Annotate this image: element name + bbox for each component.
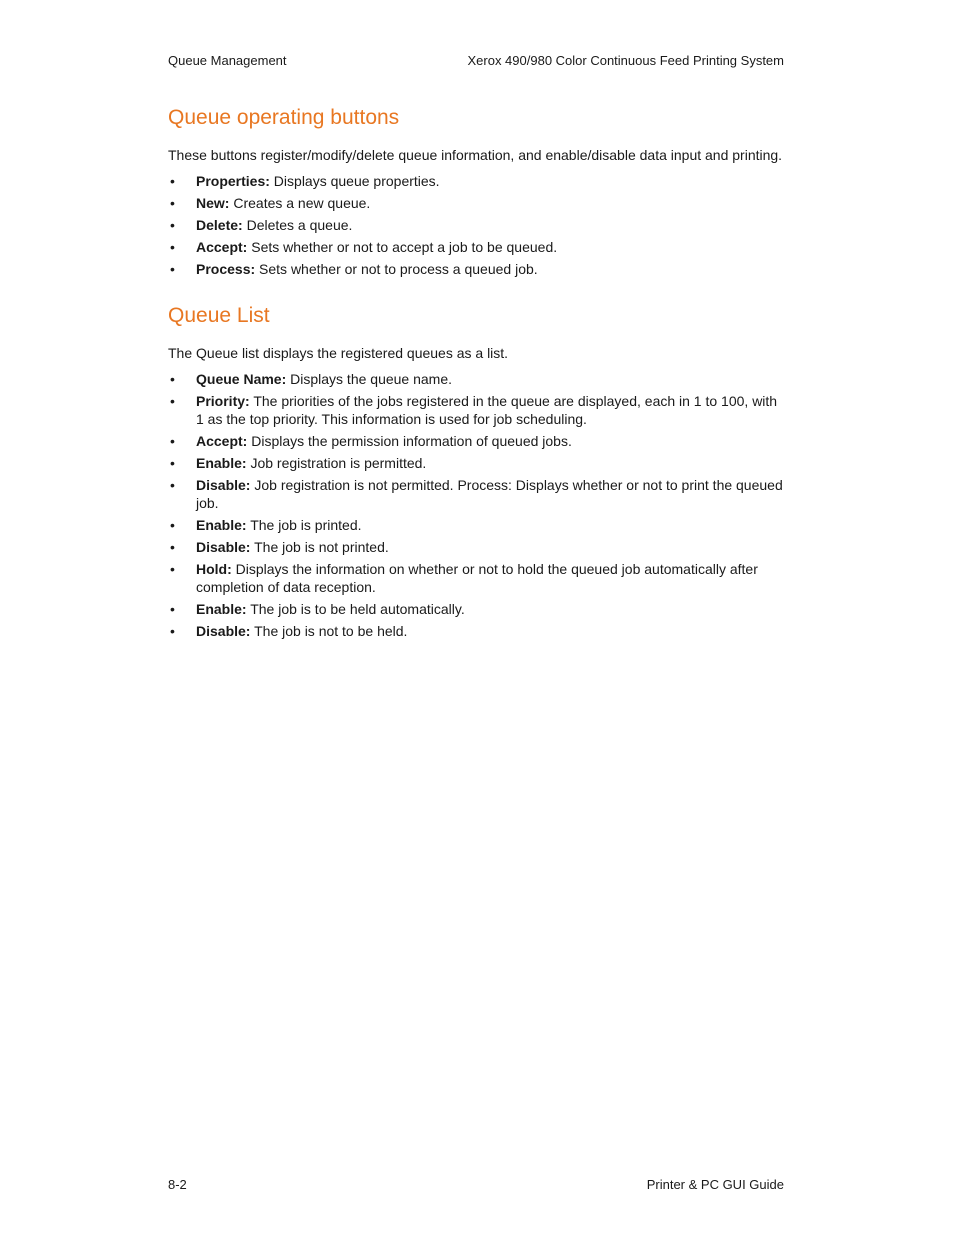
item-term: Enable: bbox=[196, 601, 247, 617]
section-queue-list bbox=[168, 302, 784, 640]
list-item bbox=[168, 454, 784, 472]
bullet-icon: • bbox=[170, 195, 175, 211]
bullet-icon: • bbox=[170, 561, 175, 577]
section-queue-operating-buttons bbox=[168, 104, 784, 278]
list-item bbox=[168, 622, 784, 640]
item-text: The job is printed. bbox=[246, 517, 362, 533]
page-content bbox=[168, 104, 784, 644]
item-text: The job is not printed. bbox=[250, 539, 389, 555]
item-text: Job registration is not permitted. Process: Displays whether or not to print the queued job. bbox=[196, 477, 783, 511]
item-term: Properties: bbox=[196, 173, 270, 189]
item-term: Disable: bbox=[196, 623, 251, 639]
bullet-icon: • bbox=[170, 393, 175, 409]
bullet-icon: • bbox=[170, 239, 175, 255]
item-term: Disable: bbox=[196, 477, 251, 493]
item-text: Displays queue properties. bbox=[269, 173, 440, 189]
item-text: The priorities of the jobs registered in the queue are displayed, each in 1 to 100, with 1 as the top priority. This information is used for job scheduling. bbox=[196, 393, 778, 427]
item-term: Enable: bbox=[196, 517, 247, 533]
item-term: New: bbox=[196, 195, 230, 211]
item-text: The job is to be held automatically. bbox=[246, 601, 465, 617]
item-term: Accept: bbox=[196, 433, 248, 449]
footer-guide-title: Printer & PC GUI Guide bbox=[646, 1177, 784, 1192]
header-chapter-title: Queue Management bbox=[168, 53, 287, 68]
list-item bbox=[168, 238, 784, 256]
bullet-list bbox=[168, 172, 784, 278]
item-text: Sets whether or not to accept a job to be queued. bbox=[247, 239, 558, 255]
bullet-icon: • bbox=[170, 477, 175, 493]
bullet-icon: • bbox=[170, 517, 175, 533]
item-term: Disable: bbox=[196, 539, 251, 555]
bullet-icon: • bbox=[170, 539, 175, 555]
item-term: Process: bbox=[196, 261, 256, 277]
list-item bbox=[168, 370, 784, 388]
section-intro: The Queue list displays the registered queues as a list. bbox=[168, 345, 509, 361]
section-intro: These buttons register/modify/delete queue information, and enable/disable data input and printing. bbox=[168, 147, 783, 163]
section-title: Queue List bbox=[168, 304, 270, 327]
bullet-icon: • bbox=[170, 173, 175, 189]
list-item bbox=[168, 560, 784, 596]
item-term: Queue Name: bbox=[196, 371, 287, 387]
item-text: Displays the permission information of queued jobs. bbox=[247, 433, 572, 449]
item-text: The job is not to be held. bbox=[250, 623, 408, 639]
running-header bbox=[168, 52, 784, 70]
item-text: Displays the queue name. bbox=[286, 371, 453, 387]
page-number: 8-2 bbox=[168, 1177, 187, 1192]
list-item bbox=[168, 538, 784, 556]
list-item bbox=[168, 260, 784, 278]
bullet-icon: • bbox=[170, 455, 175, 471]
header-product-title: Xerox 490/980 Color Continuous Feed Printing System bbox=[467, 53, 784, 68]
bullet-icon: • bbox=[170, 433, 175, 449]
item-term: Hold: bbox=[196, 561, 232, 577]
bullet-icon: • bbox=[170, 623, 175, 639]
list-item bbox=[168, 600, 784, 618]
bullet-icon: • bbox=[170, 601, 175, 617]
running-footer bbox=[168, 1176, 784, 1194]
section-title: Queue operating buttons bbox=[168, 106, 400, 129]
list-item bbox=[168, 172, 784, 190]
list-item bbox=[168, 432, 784, 450]
bullet-icon: • bbox=[170, 261, 175, 277]
list-item bbox=[168, 216, 784, 234]
list-item bbox=[168, 194, 784, 212]
bullet-icon: • bbox=[170, 217, 175, 233]
list-item bbox=[168, 392, 784, 428]
item-text: Deletes a queue. bbox=[242, 217, 353, 233]
bullet-icon: • bbox=[170, 371, 175, 387]
list-item bbox=[168, 476, 784, 512]
item-text: Displays the information on whether or not to hold the queued job automatically after completion of data reception. bbox=[196, 561, 758, 595]
item-term: Enable: bbox=[196, 455, 247, 471]
list-item bbox=[168, 516, 784, 534]
item-text: Job registration is permitted. bbox=[246, 455, 427, 471]
bullet-list bbox=[168, 370, 784, 640]
item-text: Creates a new queue. bbox=[229, 195, 371, 211]
item-term: Priority: bbox=[196, 393, 250, 409]
item-term: Accept: bbox=[196, 239, 248, 255]
item-text: Sets whether or not to process a queued job. bbox=[255, 261, 538, 277]
item-term: Delete: bbox=[196, 217, 243, 233]
